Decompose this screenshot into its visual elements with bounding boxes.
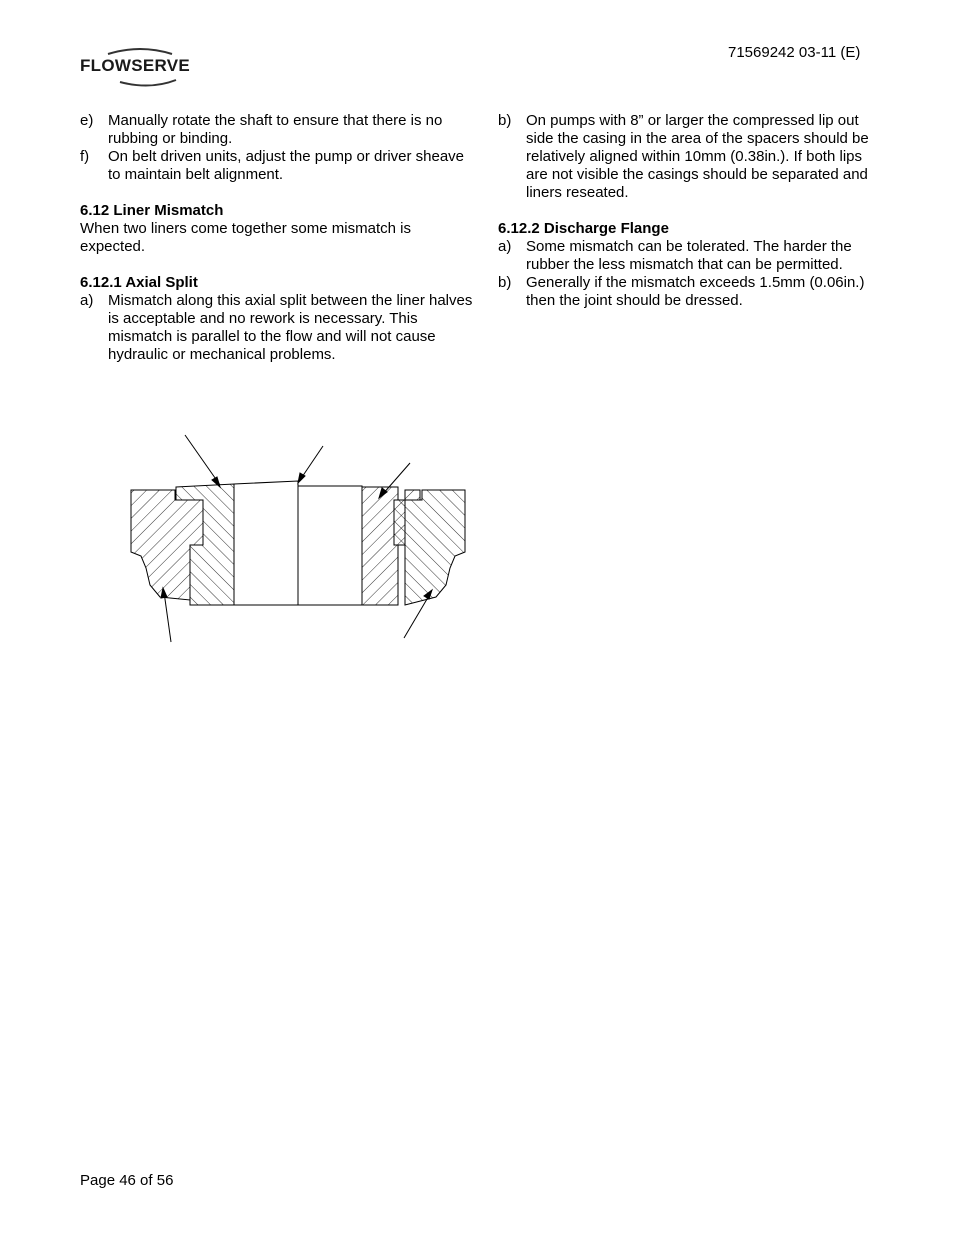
page-number: Page 46 of 56 (80, 1172, 174, 1189)
list-label: e) (80, 112, 94, 129)
list-item (498, 238, 878, 274)
flowserve-logo (80, 46, 200, 90)
list-text: On belt driven units, adjust the pump or driver sheave to maintain belt alignment. (108, 148, 465, 183)
right-column (498, 112, 878, 310)
list-item (498, 274, 878, 310)
logo-wordmark: FLOWSERVE (80, 56, 191, 75)
list-item (80, 112, 475, 148)
bore-left (234, 481, 298, 605)
section-heading-axial-split: 6.12.1 Axial Split (80, 274, 198, 291)
section-heading-liner-mismatch: 6.12 Liner Mismatch (80, 202, 224, 219)
list-label: f) (80, 148, 90, 165)
liner-mismatch-diagram (120, 430, 480, 650)
list-text: On pumps with 8” or larger the compressed lip out side the casing in the area of the spacers should be relatively aligned within 10mm (0.38in.). If both lips are not visible the casings should be separated and liners reseated. (526, 112, 869, 201)
list-label: a) (498, 238, 512, 255)
list-label: b) (498, 274, 512, 291)
list-text: Generally if the mismatch exceeds 1.5mm (0.06in.) then the joint should be dressed. (526, 274, 865, 309)
bore-right (298, 486, 362, 605)
list-item (80, 148, 475, 184)
list-item (498, 112, 878, 202)
section-heading-discharge-flange: 6.12.2 Discharge Flange (498, 220, 669, 237)
list-item (80, 292, 475, 364)
list-text: Manually rotate the shaft to ensure that there is no rubbing or binding. (108, 112, 443, 147)
list-label: b) (498, 112, 512, 129)
list-text: Mismatch along this axial split between the liner halves is acceptable and no rework is necessary. This mismatch is parallel to the flow and will not cause hydraulic or mechanical problems. (108, 292, 473, 363)
list-label: a) (80, 292, 94, 309)
document-number: 71569242 03-11 (E) (728, 44, 861, 61)
right-casing (394, 490, 465, 605)
left-column (80, 112, 475, 364)
list-text: Some mismatch can be tolerated. The harder the rubber the less mismatch that can be permitted. (526, 238, 852, 273)
paragraph-liner: When two liners come together some mismatch is expected. (80, 220, 411, 255)
